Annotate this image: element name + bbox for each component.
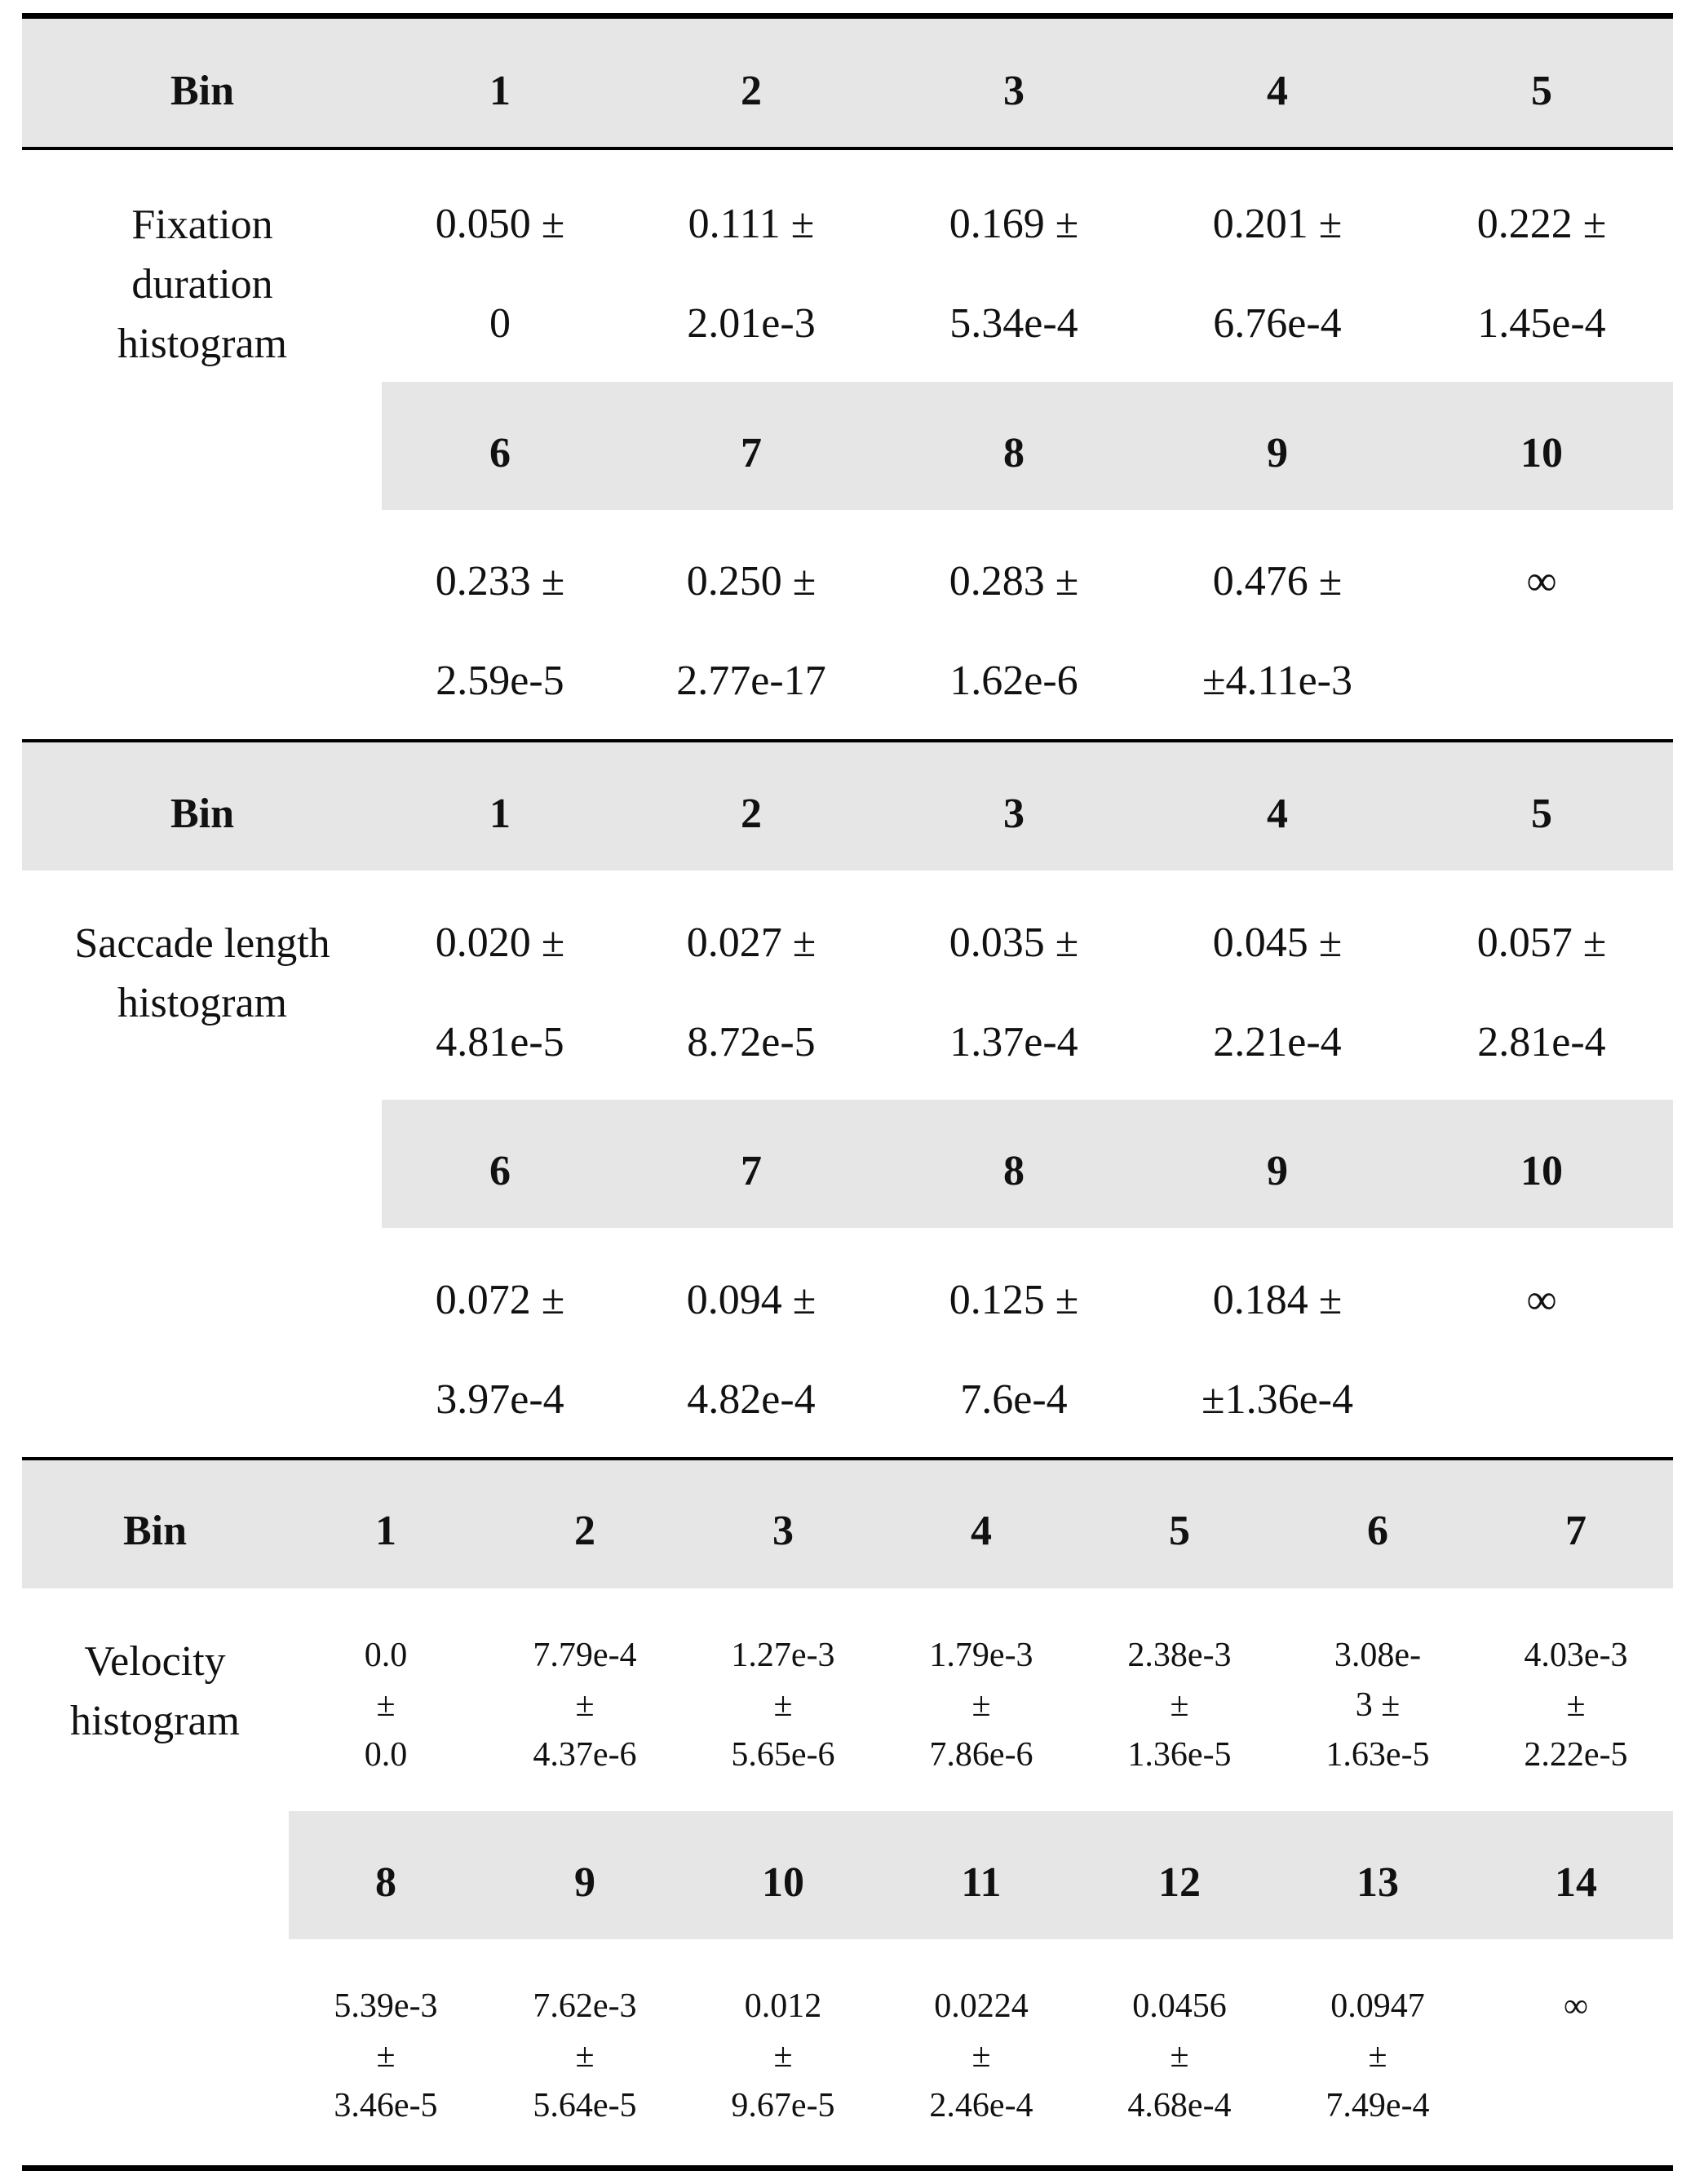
fixation-value-3: 0.169 ± 5.34e-4 [949,201,1079,347]
fixation-bin-6: 6 [489,430,511,476]
saccade-header-band-b [382,1100,1673,1228]
fixation-header-band-b [382,382,1673,510]
saccade-value-4: 0.045 ± 2.21e-4 [1212,919,1343,1065]
velocity-header-band-a [22,1460,1673,1588]
fixation-bin-2: 2 [741,68,762,114]
velocity-bin-label: Bin [122,1508,188,1554]
velocity-bin-10: 10 [762,1859,804,1906]
velocity-bin-12: 12 [1158,1859,1201,1906]
fixation-bin-4: 4 [1267,68,1288,114]
fixation-value-2: 0.111 ± 2.01e-3 [687,201,816,347]
velocity-value-14: ∞ [1564,1987,1588,2025]
velocity-value-3: 1.27e-3 ± 5.65e-6 [731,1637,835,1774]
saccade-value-9: 0.184 ± ±1.36e-4 [1202,1277,1353,1423]
velocity-value-4: 1.79e-3 ± 7.86e-6 [929,1637,1033,1774]
velocity-bin-1: 1 [375,1508,396,1554]
fixation-value-4: 0.201 ± 6.76e-4 [1212,201,1343,347]
velocity-bin-4: 4 [971,1508,992,1554]
velocity-bin-9: 9 [574,1859,595,1906]
velocity-row-label: Velocity histogram [70,1638,240,1744]
saccade-value-5: 0.057 ± 2.81e-4 [1476,919,1607,1065]
saccade-bin-9: 9 [1267,1148,1288,1194]
fixation-value-10: ∞ [1526,558,1557,605]
fixation-bin-9: 9 [1267,430,1288,476]
velocity-value-8: 5.39e-3 ± 3.46e-5 [334,1987,438,2124]
saccade-bin-label: Bin [170,791,235,837]
velocity-value-5: 2.38e-3 ± 1.36e-5 [1127,1637,1232,1774]
velocity-value-1: 0.0 ± 0.0 [364,1637,408,1774]
fixation-bin-3: 3 [1003,68,1025,114]
fixation-header-rule [22,147,1673,150]
fixation-bin-1: 1 [489,68,511,114]
velocity-bin-8: 8 [375,1859,396,1906]
fixation-bin-8: 8 [1003,430,1025,476]
fixation-value-9: 0.476 ± ±4.11e-3 [1202,558,1353,704]
fixation-value-8: 0.283 ± 1.62e-6 [949,558,1079,704]
saccade-bin-6: 6 [489,1148,511,1194]
top-rule [22,13,1673,19]
velocity-value-12: 0.0456 ± 4.68e-4 [1127,1987,1232,2124]
saccade-value-8: 0.125 ± 7.6e-4 [949,1277,1079,1423]
velocity-bin-5: 5 [1169,1508,1190,1554]
velocity-value-7: 4.03e-3 ± 2.22e-5 [1524,1637,1628,1774]
saccade-value-6: 0.072 ± 3.97e-4 [435,1277,565,1423]
saccade-bin-4: 4 [1267,791,1288,837]
bottom-rule [22,2165,1673,2171]
saccade-header-band-a [22,742,1673,870]
saccade-bin-10: 10 [1520,1148,1563,1194]
saccade-value-1: 0.020 ± 4.81e-5 [435,919,565,1065]
velocity-bin-2: 2 [574,1508,595,1554]
fixation-bin-label: Bin [170,68,235,114]
fixation-bin-5: 5 [1531,68,1552,114]
saccade-value-7: 0.094 ± 4.82e-4 [686,1277,817,1423]
fixation-value-1: 0.050 ± 0 [435,201,565,347]
saccade-value-2: 0.027 ± 8.72e-5 [686,919,817,1065]
velocity-bin-3: 3 [772,1508,794,1554]
saccade-bin-7: 7 [741,1148,762,1194]
saccade-bin-1: 1 [489,791,511,837]
saccade-row-label: Saccade length histogram [74,920,330,1026]
saccade-bin-3: 3 [1003,791,1025,837]
velocity-bin-14: 14 [1555,1859,1597,1906]
fixation-value-5: 0.222 ± 1.45e-4 [1476,201,1607,347]
velocity-bin-6: 6 [1367,1508,1388,1554]
velocity-value-13: 0.0947 ± 7.49e-4 [1325,1987,1430,2124]
fixation-bin-7: 7 [741,430,762,476]
fixation-row-label: Fixation duration histogram [117,202,287,367]
fixation-header-band-a [22,19,1673,147]
velocity-value-10: 0.012 ± 9.67e-5 [731,1987,835,2124]
saccade-bin-2: 2 [741,791,762,837]
saccade-value-10: ∞ [1526,1277,1557,1323]
velocity-value-9: 7.62e-3 ± 5.64e-5 [533,1987,637,2124]
saccade-bin-8: 8 [1003,1148,1025,1194]
velocity-value-11: 0.0224 ± 2.46e-4 [929,1987,1033,2124]
velocity-bin-13: 13 [1356,1859,1399,1906]
fixation-value-7: 0.250 ± 2.77e-17 [676,558,826,704]
saccade-bin-5: 5 [1531,791,1552,837]
velocity-bin-11: 11 [961,1859,1002,1906]
fixation-bin-10: 10 [1520,430,1563,476]
fixation-value-6: 0.233 ± 2.59e-5 [435,558,565,704]
saccade-value-3: 0.035 ± 1.37e-4 [949,919,1079,1065]
velocity-value-6: 3.08e- 3 ± 1.63e-5 [1325,1637,1430,1774]
velocity-bin-7: 7 [1565,1508,1587,1554]
velocity-value-2: 7.79e-4 ± 4.37e-6 [533,1637,637,1774]
